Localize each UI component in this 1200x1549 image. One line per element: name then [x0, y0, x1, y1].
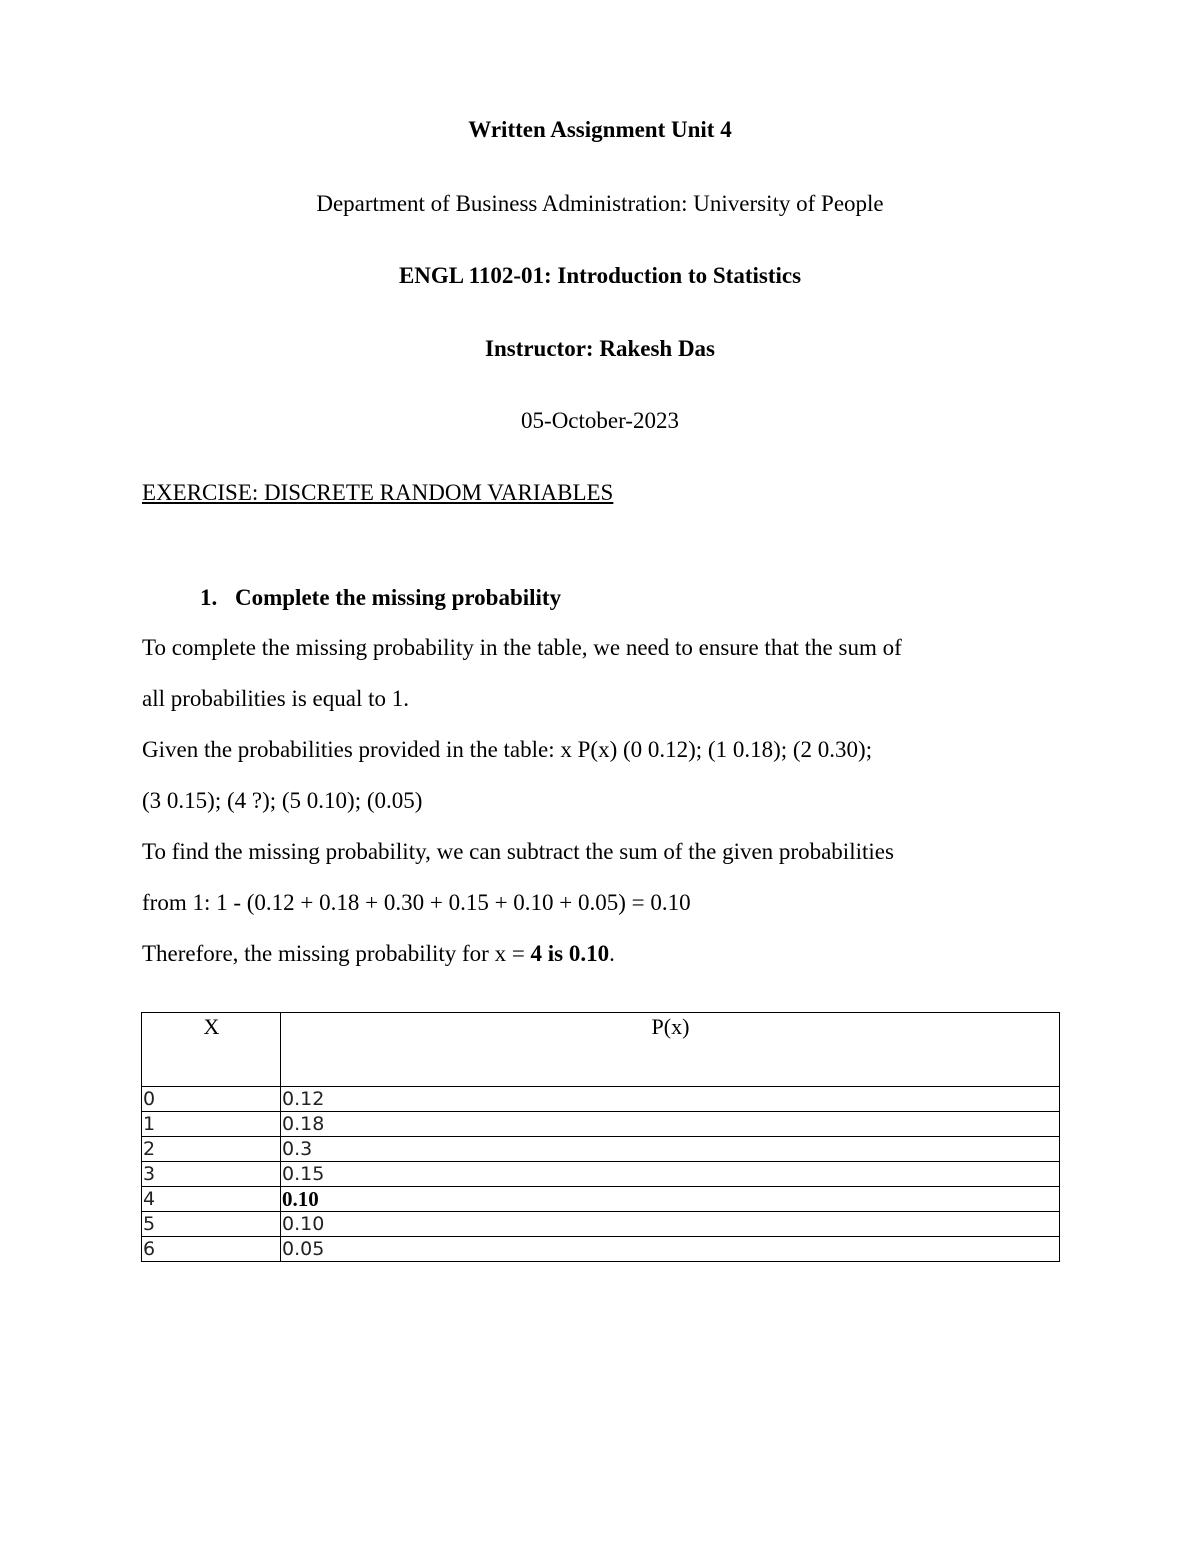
- body-line: Given the probabilities provided in the table: x P(x) (0 0.12); (1 0.18); (2 0.30);: [142, 737, 873, 762]
- probability-table: [141, 1012, 1060, 1262]
- table-row: [142, 1087, 1060, 1112]
- body-line: To complete the missing probability in the table, we need to ensure that the sum of: [142, 635, 902, 660]
- conclusion-answer: 4 is 0.10: [530, 941, 610, 966]
- document-title: Written Assignment Unit 4: [468, 117, 732, 142]
- table-row: [142, 1162, 1060, 1187]
- body-line: (3 0.15); (4 ?); (5 0.10); (0.05): [142, 788, 423, 813]
- date-line: 05-October-2023: [521, 408, 679, 433]
- table-row: [142, 1237, 1060, 1262]
- conclusion-line: [142, 940, 615, 968]
- department-line: Department of Business Administration: University of People: [316, 191, 884, 216]
- cell-px-answer: 0.10: [281, 1187, 1060, 1212]
- body-line: To find the missing probability, we can subtract the sum of the given probabilities: [142, 839, 894, 864]
- instructor-line: Instructor: Rakesh Das: [485, 336, 715, 361]
- question-title: Complete the missing probability: [235, 585, 562, 610]
- cell-px: 0.05: [281, 1237, 1060, 1262]
- cell-x: 6: [142, 1237, 281, 1262]
- cell-px: 0.15: [281, 1162, 1060, 1187]
- body-line: from 1: 1 - (0.12 + 0.18 + 0.30 + 0.15 + 0.10 + 0.05) = 0.10: [142, 890, 691, 915]
- table-header-row: [142, 1013, 1060, 1087]
- course-line: ENGL 1102-01: Introduction to Statistics: [398, 263, 802, 288]
- table-row: [142, 1112, 1060, 1137]
- cell-px: 0.18: [281, 1112, 1060, 1137]
- header-px: P(x): [281, 1013, 1060, 1087]
- cell-x: 5: [142, 1212, 281, 1237]
- cell-x: 3: [142, 1162, 281, 1187]
- conclusion-prefix: Therefore, the missing probability for x =: [142, 941, 531, 966]
- cell-px: 0.10: [281, 1212, 1060, 1237]
- cell-x: 0: [142, 1087, 281, 1112]
- header-x: X: [142, 1013, 281, 1087]
- exercise-heading: EXERCISE: DISCRETE RANDOM VARIABLES: [142, 480, 614, 505]
- cell-px: 0.12: [281, 1087, 1060, 1112]
- cell-x: 1: [142, 1112, 281, 1137]
- cell-x: 2: [142, 1137, 281, 1162]
- table-row: [142, 1187, 1060, 1212]
- cell-px: 0.3: [281, 1137, 1060, 1162]
- body-line: all probabilities is equal to 1.: [142, 686, 410, 711]
- conclusion-suffix: .: [609, 941, 615, 966]
- cell-x: 4: [142, 1187, 281, 1212]
- question-number: 1.: [200, 585, 218, 610]
- table-row: [142, 1212, 1060, 1237]
- table-row: [142, 1137, 1060, 1162]
